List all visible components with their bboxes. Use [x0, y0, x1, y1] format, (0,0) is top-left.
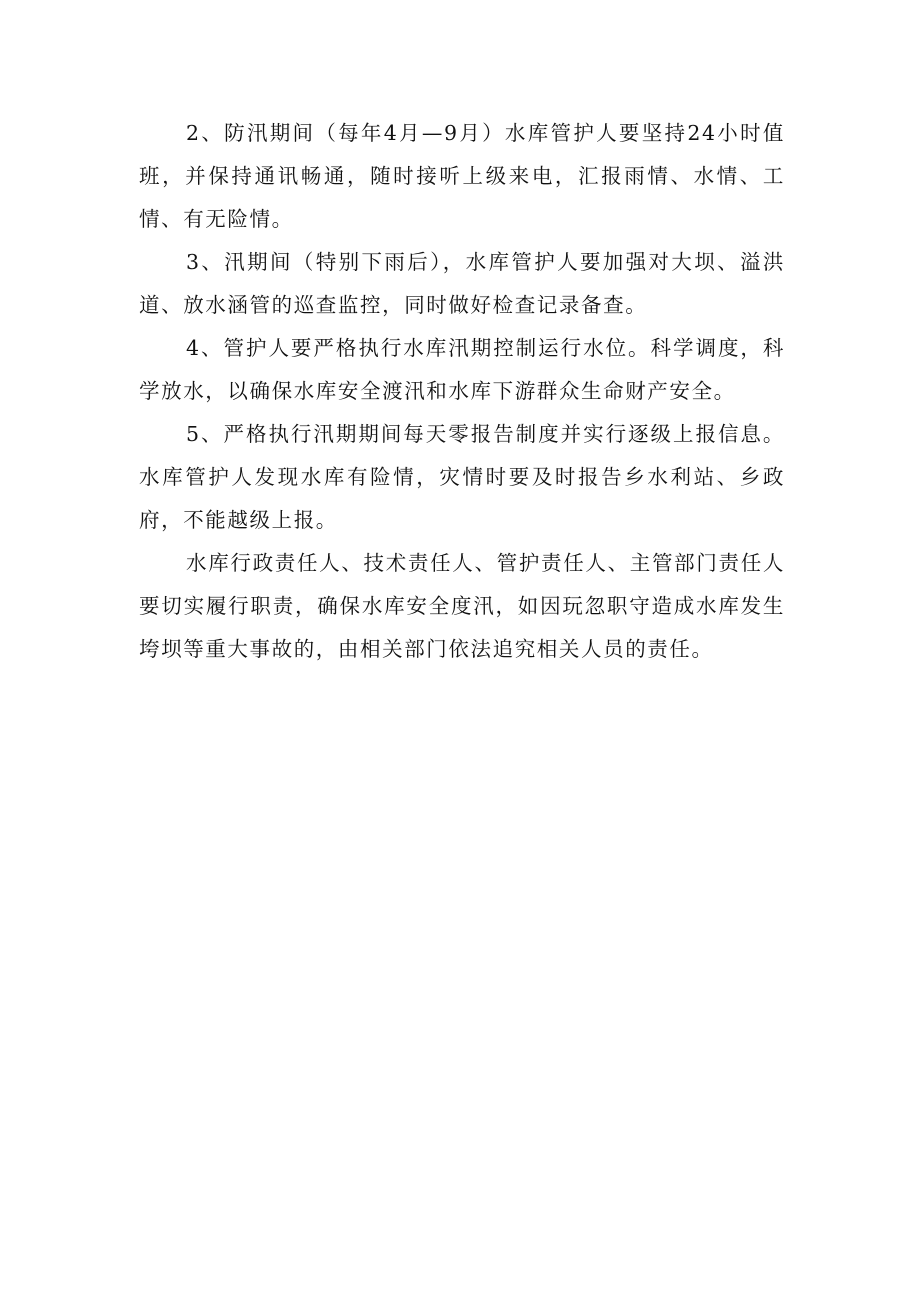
paragraph-duty-schedule: 2、防汛期间（每年4月—9月）水库管护人要坚持24小时值班，并保持通讯畅通，随时接听上级来电，汇报雨情、水情、工情、有无险情。 [139, 121, 785, 231]
paragraph-water-level: 4、管护人要严格执行水库汛期控制运行水位。科学调度，科学放水，以确保水库安全渡汛和水库下游群众生命财产安全。 [139, 336, 785, 403]
paragraph-reporting: 5、严格执行汛期期间每天零报告制度并实行逐级上报信息。水库管护人发现水库有险情，灾情时要及时报告乡水利站、乡政府，不能越级上报。 [139, 422, 785, 532]
document-body [139, 112, 785, 671]
paragraph-responsibility: 水库行政责任人、技术责任人、管护责任人、主管部门责任人要切实履行职责，确保水库安全度汛，如因玩忽职守造成水库发生垮坝等重大事故的，由相关部门依法追究相关人员的责任。 [139, 551, 785, 661]
paragraph-inspection: 3、汛期间（特别下雨后），水库管护人要加强对大坝、溢洪道、放水涵管的巡查监控，同时做好检查记录备查。 [139, 250, 785, 317]
